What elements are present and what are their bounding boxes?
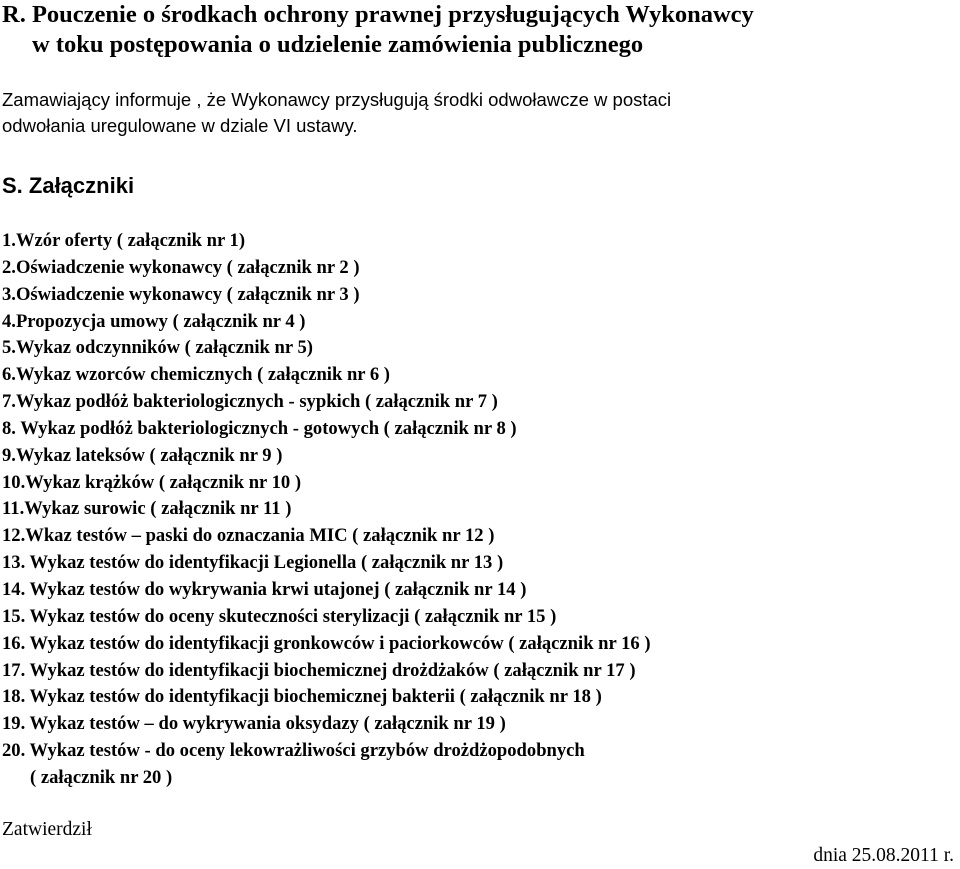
attachments-list	[2, 228, 651, 792]
attachment-item: 20. Wykaz testów - do oceny lekowrażliwości grzybów drożdżopodobnych	[2, 740, 585, 762]
remedies-paragraph	[2, 87, 671, 139]
attachment-item: 3.Oświadczenie wykonawcy ( załącznik nr 3 )	[2, 283, 360, 305]
attachment-item: 17. Wykaz testów do identyfikacji biochemicznej drożdżaków ( załącznik nr 17 )	[2, 659, 636, 681]
attachment-item-continuation: ( załącznik nr 20 )	[30, 766, 173, 788]
attachment-item: 15. Wykaz testów do oceny skuteczności sterylizacji ( załącznik nr 15 )	[2, 605, 557, 627]
attachment-item: 12.Wkaz testów – paski do oznaczania MIC ( załącznik nr 12 )	[2, 525, 495, 547]
remedies-paragraph-line1: Zamawiający informuje , że Wykonawcy przysługują środki odwoławcze w postaci	[2, 89, 672, 110]
attachment-item: 18. Wykaz testów do identyfikacji biochemicznej bakterii ( załącznik nr 18 )	[2, 686, 602, 708]
section-r-heading-line1: R. Pouczenie o środkach ochrony prawnej przysługujących Wykonawcy	[2, 1, 754, 28]
attachment-item: 11.Wykaz surowic ( załącznik nr 11 )	[2, 498, 292, 520]
attachment-item: 7.Wykaz podłóż bakteriologicznych - sypkich ( załącznik nr 7 )	[2, 391, 498, 413]
attachment-item: 9.Wykaz lateksów ( załącznik nr 9 )	[2, 444, 283, 466]
attachment-item: 8. Wykaz podłóż bakteriologicznych - gotowych ( załącznik nr 8 )	[2, 417, 517, 439]
approved-by-label: Zatwierdził	[2, 819, 92, 840]
section-s-heading: S. Załączniki	[2, 173, 135, 198]
attachment-item: 1.Wzór oferty ( załącznik nr 1)	[2, 230, 246, 251]
attachment-item: 2.Oświadczenie wykonawcy ( załącznik nr 2 )	[2, 256, 360, 278]
remedies-paragraph-line2: odwołania uregulowane w dziale VI ustawy.	[2, 115, 358, 136]
attachment-item: 13. Wykaz testów do identyfikacji Legionella ( załącznik nr 13 )	[2, 552, 504, 574]
section-r-heading-line2: w toku postępowania o udzielenie zamówienia publicznego	[32, 31, 644, 58]
document-date: dnia 25.08.2011 r.	[813, 845, 954, 866]
attachment-item: 5.Wykaz odczynników ( załącznik nr 5)	[2, 337, 313, 359]
section-r-heading	[2, 0, 754, 60]
attachment-item: 19. Wykaz testów – do wykrywania oksydazy ( załącznik nr 19 )	[2, 713, 506, 735]
attachment-item: 4.Propozycja umowy ( załącznik nr 4 )	[2, 310, 306, 332]
attachment-item: 10.Wykaz krążków ( załącznik nr 10 )	[2, 471, 302, 493]
attachment-item: 14. Wykaz testów do wykrywania krwi utajonej ( załącznik nr 14 )	[2, 578, 527, 600]
attachment-item: 16. Wykaz testów do identyfikacji gronkowców i paciorkowców ( załącznik nr 16 )	[2, 632, 651, 654]
attachment-item: 6.Wykaz wzorców chemicznych ( załącznik nr 6 )	[2, 364, 390, 386]
